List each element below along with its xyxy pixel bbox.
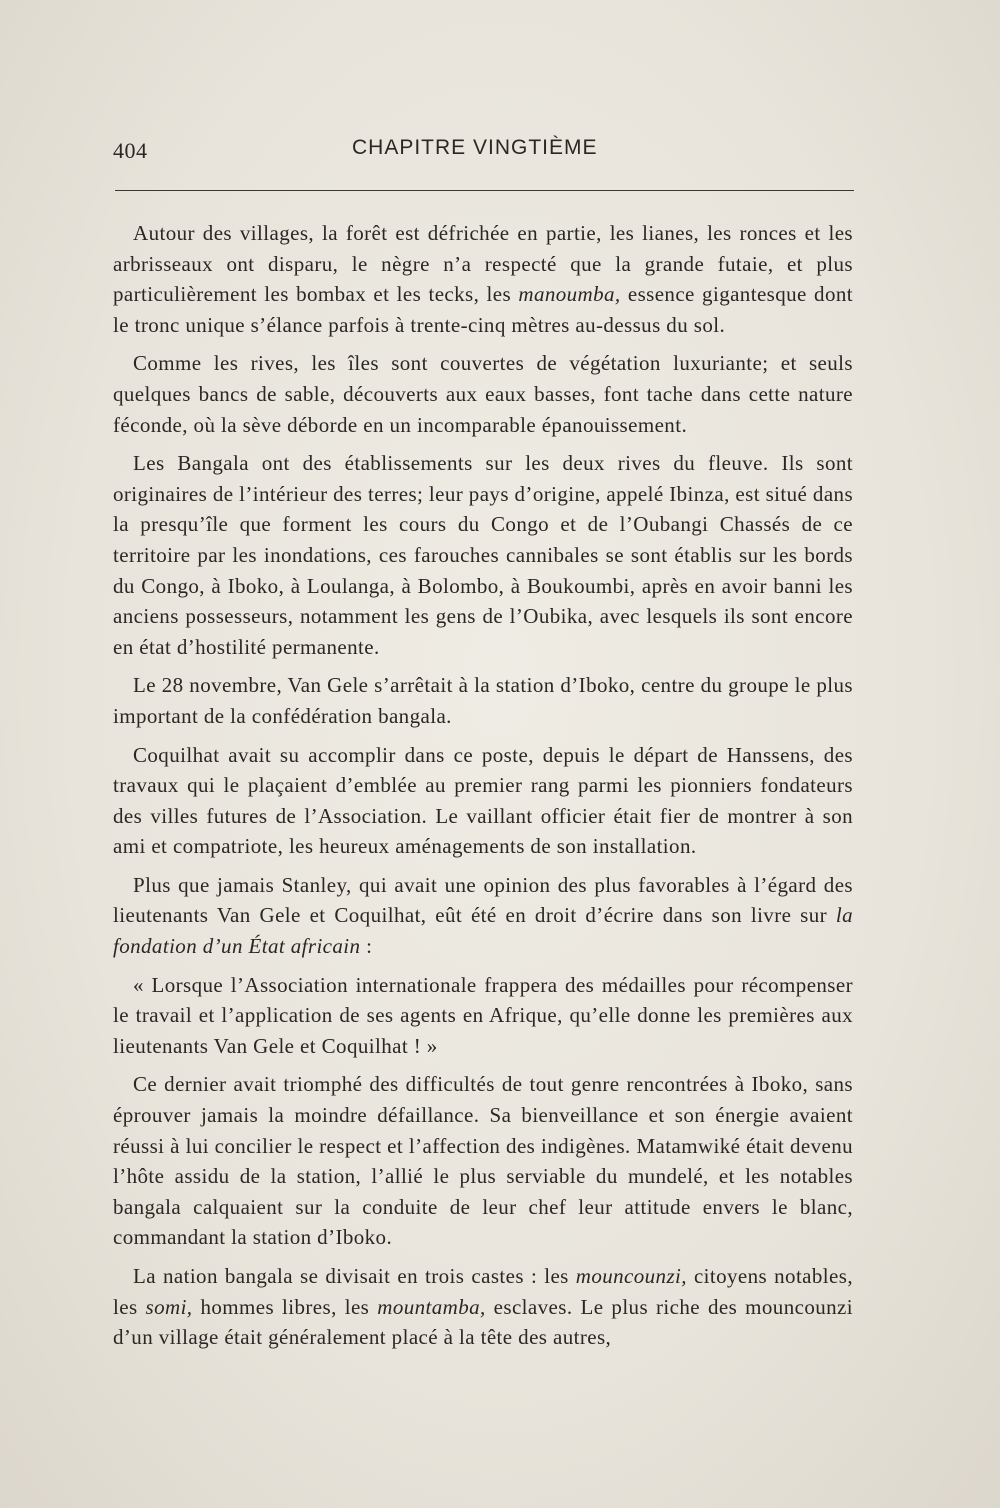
text-run: hommes libres, les bbox=[192, 1294, 378, 1319]
text-run: Comme les rives, les îles sont couvertes de végétation luxuriante; et seuls quelques bancs de sable, découverts aux eaux basses, font tache dans cette nature féconde, où la sève déborde en un incomparable épanouissement. bbox=[113, 351, 853, 437]
paragraph bbox=[113, 870, 853, 962]
paragraph bbox=[113, 1261, 853, 1353]
text-run: esclaves. Le plus riche des mouncounzi d’un village était généralement placé à la tête des autres, bbox=[113, 1294, 853, 1350]
header-rule bbox=[115, 190, 854, 191]
italic-text: somi, bbox=[145, 1294, 193, 1319]
text-run: Le 28 novembre, Van Gele s’arrêtait à la station d’Iboko, centre du groupe le plus important de la confédération bangala. bbox=[113, 673, 853, 728]
text-run: Autour des villages, la forêt est défrichée en partie, les lianes, les ronces et les arbrisseaux ont disparu, le nègre n’a respecté que la grande futaie, et plus particulièrement les bombax et les tecks, les bbox=[113, 221, 853, 307]
paragraph bbox=[113, 740, 853, 862]
paragraph bbox=[113, 348, 853, 440]
paragraph bbox=[113, 1069, 853, 1253]
text-run: « Lorsque l’Association internationale frappera des médailles pour récompenser le travail et l’application de ses agents en Afrique, qu’elle donne les premières aux lieutenants Van Gele et Coquilhat ! » bbox=[113, 972, 853, 1058]
paragraph bbox=[113, 670, 853, 731]
paragraph bbox=[113, 218, 853, 340]
page-number: 404 bbox=[113, 138, 148, 163]
text-run: Les Bangala ont des établissements sur les deux rives du fleuve. Ils sont originaires de l’intérieur des terres; leur pays d’origine, appelé Ibinza, est situé dans la presqu’île que forment les cours du Congo et de l’Oubangi Chassés de ce territoire par les inondations, ces farouches cannibales se sont établis sur les bords du Congo, à Iboko, à Loulanga, à Bolombo, à Boukoumbi, après en avoir banni les anciens possesseurs, notamment les gens de l’Oubika, avec lesquels ils sont encore en état d’hostilité permanente. bbox=[113, 451, 854, 659]
body-text bbox=[113, 218, 853, 1353]
italic-text: la fondation d’un État africain bbox=[113, 903, 853, 959]
text-run: : bbox=[360, 934, 373, 959]
running-title: CHAPITRE VINGTIÈME bbox=[352, 136, 598, 159]
italic-text: manoumba, bbox=[518, 282, 621, 307]
text-run: La nation bangala se divisait en trois castes : les bbox=[133, 1264, 576, 1288]
paragraph bbox=[113, 970, 853, 1062]
text-run: citoyens notables, les bbox=[113, 1264, 853, 1319]
text-run: essence gigantesque dont le tronc unique s’élance parfois à trente-cinq mètres au-dessus du sol. bbox=[113, 282, 853, 337]
text-run: Plus que jamais Stanley, qui avait une opinion des plus favorables à l’égard des lieutenants Van Gele et Coquilhat, eût été en droit d’écrire dans son livre sur bbox=[113, 872, 853, 928]
italic-text: mountamba, bbox=[377, 1294, 486, 1319]
text-run: Coquilhat avait su accomplir dans ce poste, depuis le départ de Hanssens, des travaux qui le plaçaient d’emblée au premier rang parmi les pionniers fondateurs des villes futures de l’Association. Le vaillant officier était fier de montrer à son ami et compatriote, les heureux aménagements de son installation. bbox=[113, 742, 853, 859]
italic-text: mouncounzi, bbox=[575, 1264, 687, 1288]
paragraph bbox=[113, 448, 853, 662]
text-run: Ce dernier avait triomphé des difficultés de tout genre rencontrées à Iboko, sans éprouver jamais la moindre défaillance. Sa bienveillance et son énergie avaient réussi à lui concilier le respect et l’affection des indigènes. Matamwiké était devenu l’hôte assidu de la station, l’allié le plus serviable du mundelé, et les notables bangala calquaient sur la conduite de leur chef leur attitude envers le blanc, commandant la station d’Iboko. bbox=[113, 1072, 853, 1250]
